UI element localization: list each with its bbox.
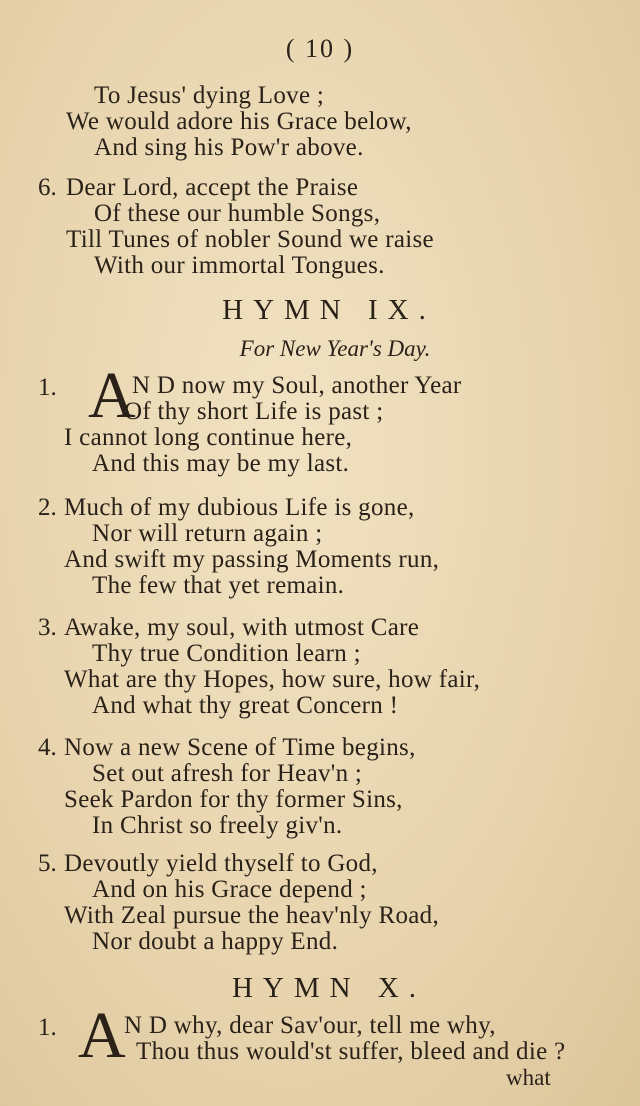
verse-line: Dear Lord, accept the Praise — [66, 174, 359, 201]
verse-number: 3. — [38, 614, 57, 641]
verse-number: 5. — [38, 850, 57, 877]
verse-line: Of thy short Life is past ; — [124, 398, 384, 425]
verse-line: Now a new Scene of Time begins, — [64, 734, 416, 761]
hymn-title: HYMN X. — [231, 972, 427, 1004]
verse-number: 6. — [38, 174, 57, 201]
verse-line: The few that yet remain. — [92, 572, 345, 599]
verse-line: I cannot long continue here, — [64, 424, 353, 451]
verse-line: N D now my Soul, another Year — [132, 372, 462, 399]
verse-line: N D why, dear Sav'our, tell me why, — [124, 1012, 496, 1039]
page-number: ( 10 ) — [285, 34, 355, 63]
verse-line: Till Tunes of nobler Sound we raise — [66, 226, 434, 253]
catchword: what — [506, 1065, 551, 1090]
hymn-subtitle: For New Year's Day. — [239, 336, 431, 361]
verse-number: 2. — [38, 494, 57, 521]
verse-line: And swift my passing Moments run, — [64, 546, 440, 573]
hymn-title: HYMN IX. — [222, 294, 436, 326]
verse-number: 1. — [38, 1014, 57, 1041]
verse-line: Devoutly yield thyself to God, — [64, 850, 378, 877]
verse-line: We would adore his Grace below, — [66, 108, 412, 135]
verse-line: With Zeal pursue the heav'nly Road, — [64, 902, 440, 929]
verse-line: To Jesus' dying Love ; — [94, 82, 325, 109]
verse-line: What are thy Hopes, how sure, how fair, — [64, 666, 481, 693]
verse-line: And this may be my last. — [92, 450, 350, 477]
drop-cap: A — [78, 999, 126, 1072]
drop-cap: A — [88, 359, 136, 432]
verse-line: With our immortal Tongues. — [94, 252, 385, 279]
verse-line: Seek Pardon for thy former Sins, — [64, 786, 403, 813]
verse-line: And what thy great Concern ! — [92, 692, 399, 719]
verse-line: And sing his Pow'r above. — [94, 134, 364, 161]
verse-line: Nor doubt a happy End. — [92, 928, 339, 955]
verse-line: Thy true Condition learn ; — [92, 640, 361, 667]
verse-line: In Christ so freely giv'n. — [92, 812, 343, 839]
verse-line: Thou thus would'st suffer, bleed and die ? — [136, 1038, 566, 1065]
verse-line: And on his Grace depend ; — [92, 876, 367, 903]
verse-line: Awake, my soul, with utmost Care — [64, 614, 420, 641]
verse-line: Nor will return again ; — [92, 520, 323, 547]
verse-line: Set out afresh for Heav'n ; — [92, 760, 363, 787]
verse-line: Much of my dubious Life is gone, — [64, 494, 415, 521]
verse-number: 4. — [38, 734, 57, 761]
verse-line: Of these our humble Songs, — [94, 200, 381, 227]
verse-number: 1. — [38, 374, 57, 401]
